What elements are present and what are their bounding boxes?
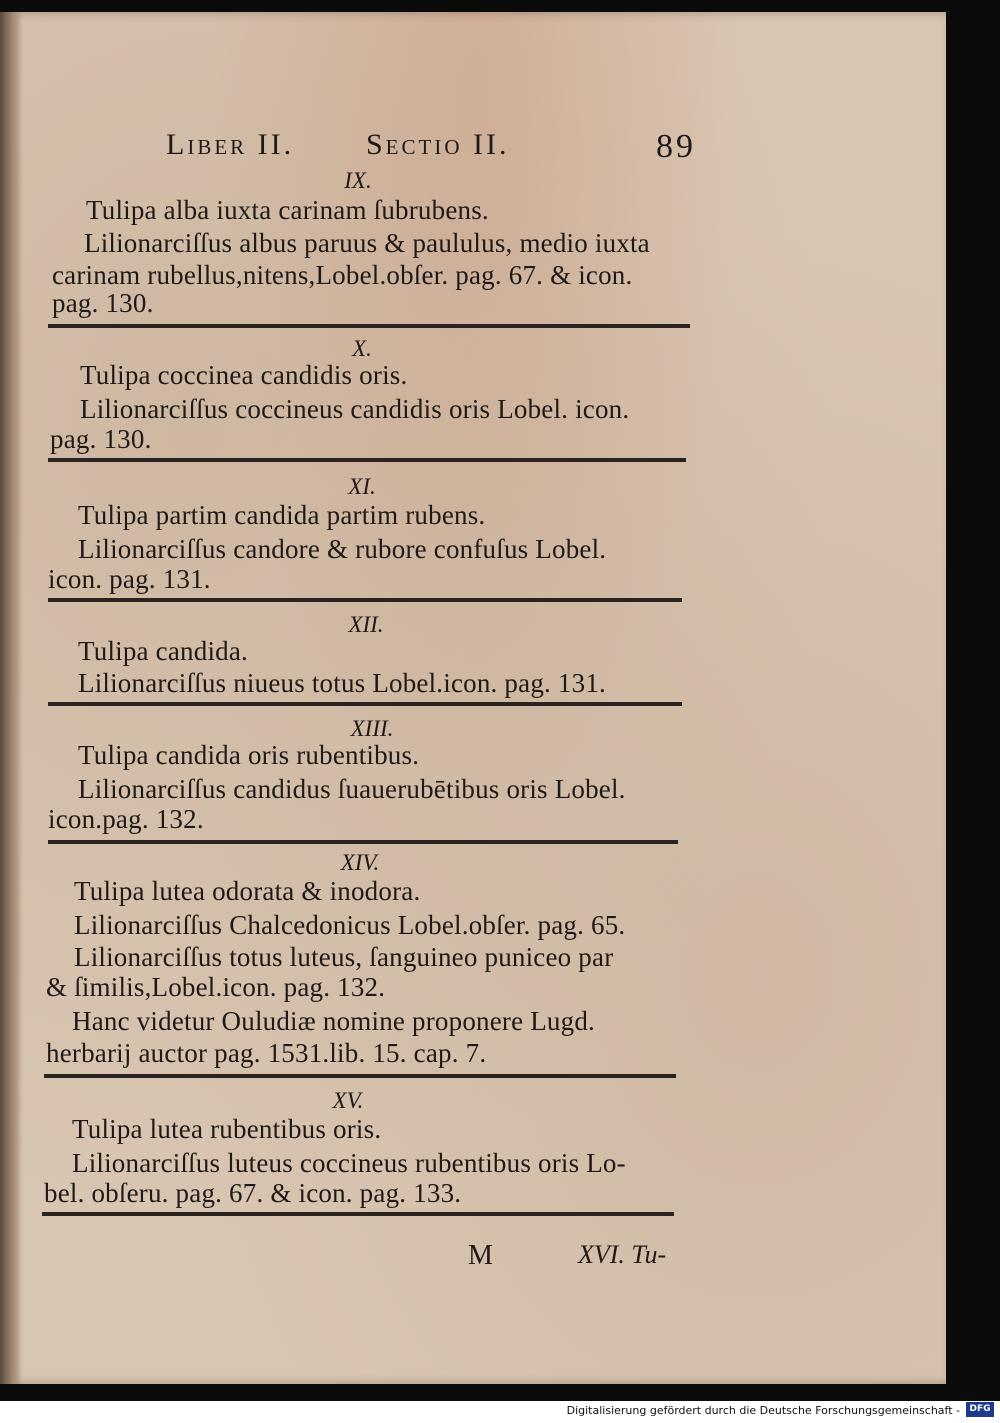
entry-line: pag. 130. [50, 424, 152, 454]
entry-numeral: XV. [332, 1088, 364, 1113]
entry-line: icon. pag. 131. [48, 564, 211, 594]
entry-line: carinam rubellus,nitens,Lobel.obſer. pag. 67. & icon. [52, 260, 633, 290]
entry-line: Lilionarciſſus candore & rubore confuſus Lobel. [78, 534, 607, 564]
entry-line: Lilionarciſſus luteus coccineus rubentibus oris Lo- [72, 1148, 626, 1178]
entry-line: Lilionarciſſus niueus totus Lobel.icon. pag. 131. [78, 668, 606, 698]
entry-line: herbarij auctor pag. 1531.lib. 15. cap. 7. [46, 1038, 487, 1068]
entry-line: Tulipa coccinea candidis oris. [80, 360, 408, 390]
header-sectio: Sectio II. [366, 128, 510, 161]
entry-line: Tulipa candida oris rubentibus. [78, 740, 420, 770]
section-divider [48, 458, 686, 462]
entry-line: bel. obſeru. pag. 67. & icon. pag. 133. [44, 1178, 462, 1208]
entry-line: Lilionarciſſus totus luteus, ſanguineo puniceo par [74, 942, 614, 972]
entry-numeral: X. [352, 336, 372, 361]
page-gutter-shadow [0, 12, 22, 1384]
entry-line: Lilionarciſſus Chalcedonicus Lobel.obſer. pag. 65. [74, 910, 626, 940]
section-divider [48, 702, 682, 706]
section-divider [48, 840, 678, 844]
entry-line: Tulipa partim candida partim rubens. [78, 500, 486, 530]
running-header [160, 128, 720, 168]
entry-numeral: XII. [348, 612, 384, 637]
digitization-credit: Digitalisierung gefördert durch die Deutsche Forschungsgemeinschaft - [566, 1404, 960, 1417]
entry-line: Lilionarciſſus albus paruus & paululus, medio iuxta [84, 228, 650, 258]
section-divider [42, 1212, 674, 1216]
entry-line: Hanc videtur Ouludiæ nomine proponere Lugd. [72, 1006, 595, 1036]
entry-numeral: XIII. [350, 716, 394, 741]
entry-line: icon.pag. 132. [48, 804, 204, 834]
entry-line: Tulipa alba iuxta carinam ſubrubens. [86, 195, 489, 225]
section-divider [48, 324, 690, 328]
page-number: 89 [656, 128, 696, 165]
entry-numeral: XI. [348, 474, 376, 499]
catchword: XVI. Tu- [578, 1240, 667, 1269]
entry-line: & ſimilis,Lobel.icon. pag. 132. [46, 972, 386, 1002]
header-liber: Liber II. [166, 128, 295, 161]
signature-mark: M [468, 1240, 493, 1271]
dfg-logo-icon: DFG [966, 1402, 994, 1417]
entry-numeral: XIV. [340, 850, 380, 875]
section-divider [44, 1074, 676, 1078]
entry-line: Tulipa lutea odorata & inodora. [74, 876, 421, 906]
entry-line: Lilionarciſſus coccineus candidis oris Lobel. icon. [80, 394, 630, 424]
entry-line: Lilionarciſſus candidus ſuauerubētibus oris Lobel. [78, 774, 626, 804]
entry-line: Tulipa candida. [78, 636, 248, 666]
entry-line: pag. 130. [52, 288, 154, 318]
entry-numeral: IX. [344, 168, 372, 193]
entry-line: Tulipa lutea rubentibus oris. [72, 1114, 382, 1144]
section-divider [48, 598, 682, 602]
